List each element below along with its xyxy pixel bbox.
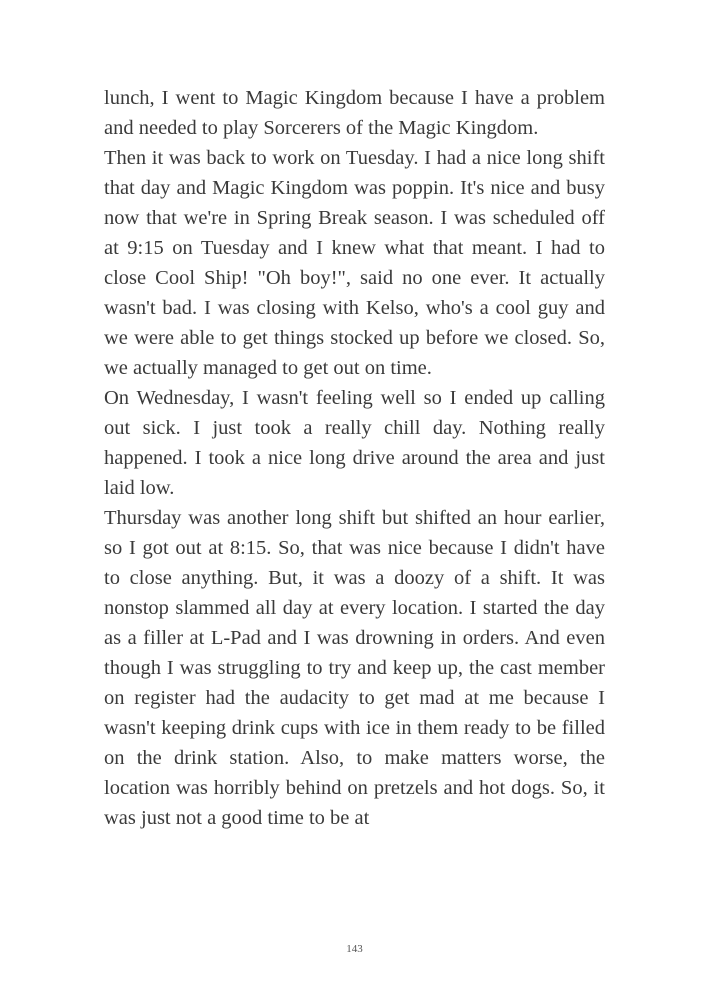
body-text (104, 83, 605, 833)
page-number: 143 (346, 943, 363, 955)
paragraph-tuesday: Then it was back to work on Tuesday. I had a nice long shift that day and Magic Kingdom was poppin. It's nice and busy now that we're in Spring Break season. I was scheduled off at 9:15 on Tuesday and I knew what that meant. I had to close Cool Ship! "Oh boy!", said no one ever. It actually wasn't bad. I was closing with Kelso, who's a cool guy and we were able to get things stocked up before we closed. So, we actually managed to get out on time. (104, 147, 605, 379)
paragraph-wednesday: On Wednesday, I wasn't feeling well so I ended up calling out sick. I just took a really chill day. Nothing really happened. I took a nice long drive around the area and just laid low. (104, 387, 605, 499)
paragraph-lunch: lunch, I went to Magic Kingdom because I have a problem and needed to play Sorcerers of the Magic Kingdom. (104, 87, 605, 139)
paragraph-thursday: Thursday was another long shift but shifted an hour earlier, so I got out at 8:15. So, that was nice because I didn't have to close anything. But, it was a doozy of a shift. It was nonstop slammed all day at every location. I started the day as a filler at L-Pad and I was drowning in orders. And even though I was struggling to try and keep up, the cast member on register had the audacity to get mad at me because I wasn't keeping drink cups with ice in them ready to be filled on the drink station. Also, to make matters worse, the location was horribly behind on pretzels and hot dogs. So, it was just not a good time to be at (104, 507, 605, 829)
